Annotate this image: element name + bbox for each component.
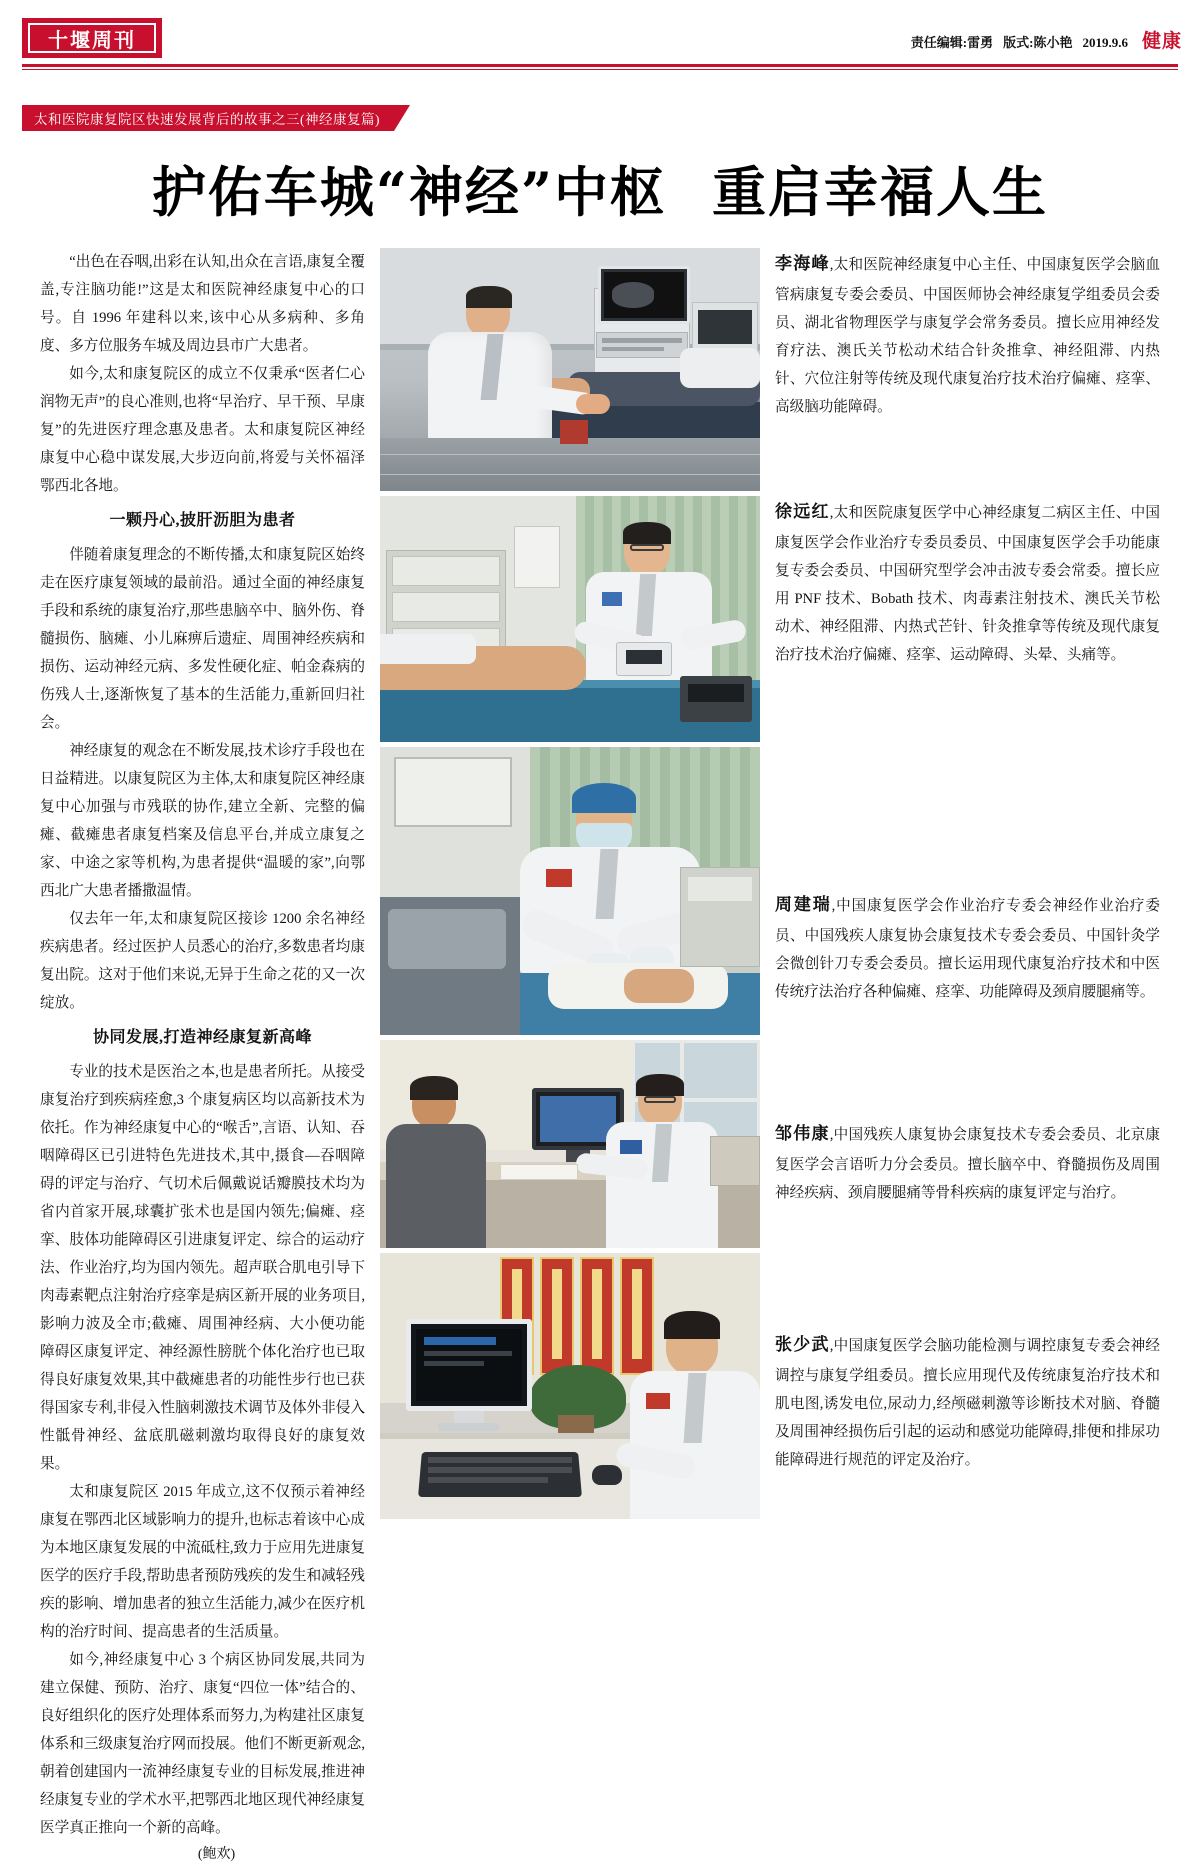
article-body [40, 248, 365, 1869]
page-title [0, 150, 1200, 227]
bio-text: ,中国残疾人康复协会康复技术专委会委员、北京康复医学会言语听力分会委员。擅长脑卒中、脊髓损伤及周围神经疾病、颈肩腰腿痛等骨科疾病的康复评定与治疗。 [775, 1127, 1160, 1201]
bio-zhang-shaowu [775, 1253, 1160, 1519]
article-paragraph: 专业的技术是医治之本,也是患者所托。从接受康复治疗到疾病痊愈,3 个康复病区均以高新技术为依托。作为神经康复中心的“喉舌”,言语、认知、吞咽障碍区已引进特色先进技术,其中,摄食—吞咽障碍的评定与治疗、气切术后佩戴说话瓣膜技术均为省内首家开展,球囊扩张术也是国内领先;偏瘫、痉挛、肢体功能障碍区引进康复评定、综合的运动疗法、作业治疗,均为国内领先。超声联合肌电引导下肉毒素靶点注射治疗痉挛是病区新开展的业务项目,影响力波及全市;截瘫、周围神经病、大小便功能障碍区康复评定、神经源性膀胱个体化治疗也已取得良好康复效果,其中截瘫患者的功能性步行也已获得国家专利,非侵入性脑刺激技术调节及体外非侵入性骶骨神经、盆底肌磁刺激均取得良好的康复效果。 [40, 1063, 365, 1473]
article-paragraph: “出色在吞咽,出彩在认知,出众在言语,康复全覆盖,专注脑功能!”这是太和医院神经康复中心的口号。自 1996 年建科以来,该中心从多病种、多角度、多方位服务车城及周边县市广大患者。 [40, 254, 365, 355]
bio-name: 李海峰 [775, 254, 830, 273]
bio-text: ,中国康复医学会作业治疗专委会神经作业治疗委员、中国残疾人康复协会康复技术专委会委员、中国针灸学会微创针刀专委会委员。擅长运用现代康复治疗技术和中医传统疗法治疗各种偏瘫、痉挛、功能障碍及颈肩腰腿痛等。 [775, 898, 1160, 1000]
photo-column [380, 248, 760, 1519]
photo-ultrasound-exam [380, 248, 760, 491]
section-name: 健康 [1141, 31, 1182, 52]
article-paragraph: 太和康复院区 2015 年成立,这不仅预示着神经康复在鄂西北区域影响力的提升,也标志着该中心成为本地区康复发展的中流砥柱,致力于应用先进康复医学的医疗手段,帮助患者预防残疾的发生和减轻残疾的影响、增加患者的独立生活能力,减少在医疗机构的治疗时间、提高患者的生活质量。 [40, 1484, 365, 1641]
bio-zhou-jianrui [775, 747, 1160, 1040]
bio-text: ,太和医院神经康复中心主任、中国康复医学会脑血管病康复专委会委员、中国医师协会神经康复学组委员会委员、湖北省物理医学与康复学会常务委员。擅长应用神经发育疗法、澳氏关节松动术结合针灸推拿、神经阻滞、内热针、穴位注射等传统及现代康复治疗技术治疗偏瘫、痉挛、高级脑功能障碍。 [775, 257, 1160, 415]
photo-computer-workstation [380, 1253, 760, 1519]
bio-li-haifeng [775, 248, 1160, 496]
masthead-credits [911, 26, 1182, 53]
masthead [0, 0, 1200, 62]
article-paragraph: 如今,太和康复院区的成立不仅秉承“医者仁心 润物无声”的良心准则,也将“早治疗、早干预、早康复”的先进医疗理念惠及患者。太和康复院区神经康复中心稳中谋发展,大步迈向前,将爱与关怀福泽鄂西北各地。 [40, 366, 365, 495]
bio-name: 张少武 [775, 1335, 830, 1354]
publication-logo-text: 十堰周刊 [28, 23, 156, 53]
bio-name: 徐远红 [775, 502, 830, 521]
article-paragraph: 伴随着康复理念的不断传播,太和康复院区始终走在医疗康复领域的最前沿。通过全面的神经康复手段和系统的康复治疗,那些患脑卒中、脑外伤、脊髓损伤、脑瘫、小儿麻痹后遗症、周围神经疾病和损伤、运动神经元病、多发性硬化症、帕金森病的伤残人士,逐渐恢复了基本的生活能力,重新回归社会。 [40, 546, 365, 731]
photo-leg-therapy [380, 496, 760, 742]
article-subheading-2: 协同发展,打造神经康复新高峰 [92, 1029, 312, 1047]
photo-needle-treatment [380, 747, 760, 1035]
kicker-tail [394, 105, 410, 131]
article-paragraph: 神经康复的观念在不断发展,技术诊疗手段也在日益精进。以康复院区为主体,太和康复院区神经康复中心加强与市残联的协作,建立全新、完整的偏瘫、截瘫患者康复档案及信息平台,并成立康复之家、中途之家等机构,为患者提供“温暖的家”,向鄂西北广大患者播撒温情。 [40, 742, 365, 900]
article-paragraph: 仅去年一年,太和康复院区接诊 1200 余名神经疾病患者。经过医护人员悉心的治疗,多数患者均康复出院。这对于他们来说,无异于生命之花的又一次绽放。 [40, 911, 365, 1012]
headline-part1: 护佑车城“神经”中枢 [151, 160, 667, 224]
article-byline: (鲍欢) [197, 1847, 236, 1863]
bio-xu-yuanhong [775, 496, 1160, 747]
issue-date: 2019.9.6 [1082, 35, 1128, 50]
bio-text: ,中国康复医学会脑功能检测与调控康复专委会神经调控与康复学组委员。擅长应用现代及传统康复治疗技术和肌电图,诱发电位,尿动力,经颅磁刺激等诊断技术对脑、脊髓及周围神经损伤后引起的运动和感觉功能障碍,排便和排尿功能障碍进行规范的评定及治疗。 [775, 1338, 1160, 1468]
publication-logo [22, 18, 162, 58]
photo-consultation [380, 1040, 760, 1248]
article-subheading-1: 一颗丹心,披肝沥胆为患者 [109, 512, 296, 530]
headline-part2: 重启幸福人生 [712, 160, 1049, 224]
kicker-label: 太和医院康复院区快速发展背后的故事之三(神经康复篇) [22, 105, 394, 131]
article-paragraph: 如今,神经康复中心 3 个病区协同发展,共同为建立保健、预防、治疗、康复“四位一体”结合的、良好组织化的医疗处理体系而努力,为构建社区康复体系和三级康复治疗网而投展。他们不断更新观念,朝着创建国内一流神经康复专业的目标发展,推进神经康复专业的学术水平,把鄂西北地区现代神经康复医学真正推向一个新的高峰。 [40, 1652, 365, 1837]
editor-credit: 责任编辑:雷勇 [910, 35, 994, 50]
bio-zou-weikang [775, 1040, 1160, 1253]
bio-name: 邹伟康 [775, 1124, 830, 1143]
kicker-ribbon [22, 105, 410, 131]
bio-column [775, 248, 1160, 1519]
masthead-divider-thin [22, 69, 1178, 70]
masthead-divider [22, 64, 1178, 67]
bio-text: ,太和医院康复医学中心神经康复二病区主任、中国康复医学会作业治疗专委员委员、中国康复医学会手功能康复专委会委员、中国研究型学会冲击波专委会常委。擅长应用 PNF 技术、Bobath 技术、肉毒素注射技术、澳氏关节松动术、神经阻滞、内热式芒针、针灸推拿等传统及现代康复治疗技术治疗偏瘫、痉挛、运动障碍、头晕、头痛等。 [775, 505, 1160, 663]
layout-credit: 版式:陈小艳 [1003, 35, 1073, 50]
bio-name: 周建瑞 [775, 895, 832, 914]
